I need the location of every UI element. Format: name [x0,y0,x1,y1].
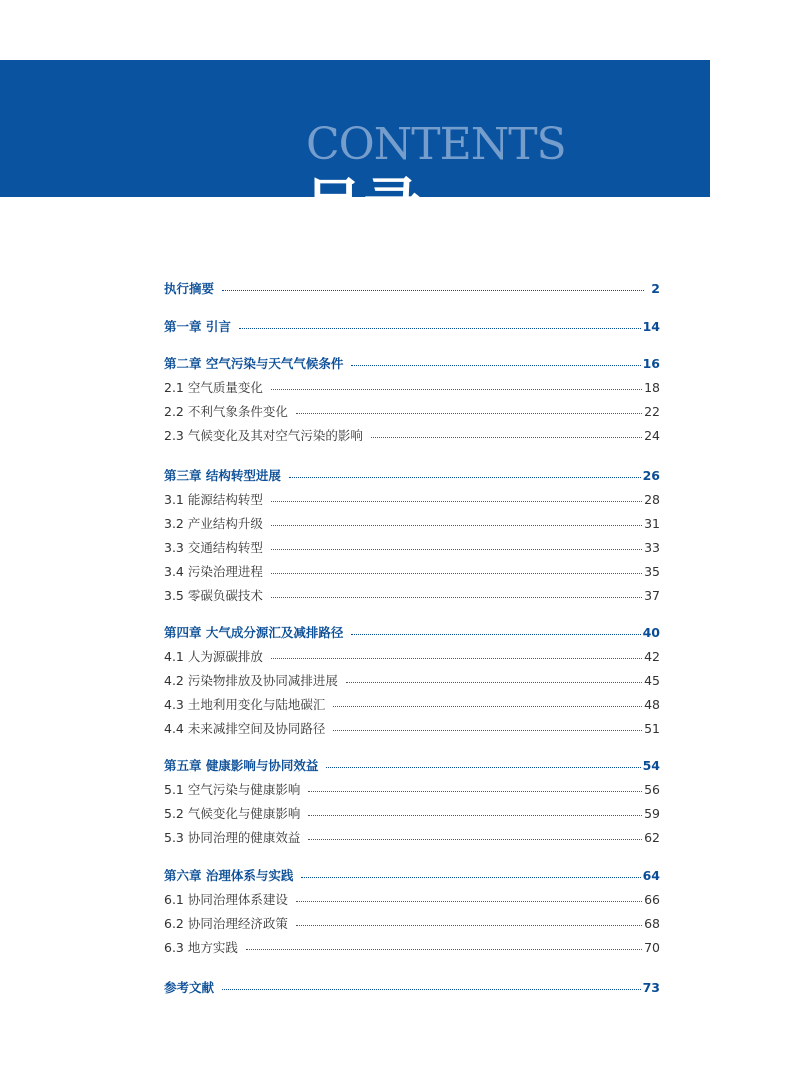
dot-leader [222,989,641,990]
toc-entry-label: 第六章 治理体系与实践 [164,868,294,883]
dot-leader [246,949,642,950]
toc-section-entry[interactable] [164,938,660,956]
toc-section-entry[interactable] [164,538,660,556]
toc-chapter-entry[interactable] [164,354,660,372]
toc-section-entry[interactable] [164,804,660,822]
toc-entry-page-number: 70 [644,939,660,955]
dot-leader [271,549,642,550]
toc-entry-label: 第二章 空气污染与天气气候条件 [164,356,344,371]
dot-leader [308,791,642,792]
toc-entry-label: 第三章 结构转型进展 [164,468,281,483]
toc-chapter-entry[interactable] [164,756,660,774]
toc-entry-page-number: 16 [642,355,660,371]
toc-entry-label: 5.3 协同治理的健康效益 [164,830,301,845]
toc-section-entry[interactable] [164,378,660,396]
toc-chapter-entry[interactable] [164,866,660,884]
toc-entry-label: 3.5 零碳负碳技术 [164,588,263,603]
toc-entry-label: 3.4 污染治理进程 [164,564,263,579]
toc-entry-page-number: 64 [642,867,660,883]
toc-section-entry[interactable] [164,402,660,420]
toc-entry-page-number: 31 [644,515,660,531]
toc-entry-label: 4.3 土地利用变化与陆地碳汇 [164,697,326,712]
dot-leader [222,290,644,291]
toc-section-entry[interactable] [164,490,660,508]
toc-entry-label: 3.1 能源结构转型 [164,492,263,507]
toc-chapter-entry[interactable] [164,623,660,641]
toc-entry-label: 3.2 产业结构升级 [164,516,263,531]
toc-chapter-entry[interactable] [164,466,660,484]
toc-section-entry[interactable] [164,647,660,665]
toc-entry-label: 4.2 污染物排放及协同减排进展 [164,673,338,688]
toc-entry-page-number: 14 [642,318,660,334]
toc-entry-page-number: 18 [644,379,660,395]
toc-entry-page-number: 33 [644,539,660,555]
toc-section-entry[interactable] [164,719,660,737]
dot-leader [289,477,641,478]
toc-entry-page-number: 62 [644,829,660,845]
toc-entry-label: 第一章 引言 [164,319,231,334]
toc-section-entry[interactable] [164,562,660,580]
dot-leader [326,767,640,768]
dot-leader [296,925,642,926]
toc-entry-label: 第四章 大气成分源汇及减排路径 [164,625,344,640]
toc-section-entry[interactable] [164,514,660,532]
toc-entry-page-number: 66 [644,891,660,907]
toc-entry-page-number: 2 [651,280,660,296]
toc-entry-label: 执行摘要 [164,281,215,296]
toc-entry-label: 6.3 地方实践 [164,940,238,955]
header-banner [0,60,710,239]
dot-leader [351,634,640,635]
dot-leader [271,501,642,502]
dot-leader [351,365,640,366]
toc-entry-page-number: 56 [644,781,660,797]
toc-entry-page-number: 24 [644,427,660,443]
dot-leader [296,413,642,414]
toc-entry-label: 6.2 协同治理经济政策 [164,916,288,931]
dot-leader [346,682,642,683]
toc-entry-page-number: 51 [644,720,660,736]
toc-entry-page-number: 73 [642,979,660,995]
dot-leader [308,839,642,840]
dot-leader [333,730,642,731]
toc-entry-page-number: 48 [644,696,660,712]
toc-entry-label: 5.2 气候变化与健康影响 [164,806,301,821]
toc-section-entry[interactable] [164,426,660,444]
toc-section-entry[interactable] [164,671,660,689]
toc-entry-label: 2.3 气候变化及其对空气污染的影响 [164,428,363,443]
toc-chapter-entry[interactable] [164,978,660,996]
toc-section-entry[interactable] [164,890,660,908]
toc-entry-label: 6.1 协同治理体系建设 [164,892,288,907]
toc-entry-label: 5.1 空气污染与健康影响 [164,782,301,797]
toc-entry-label: 2.1 空气质量变化 [164,380,263,395]
toc-chapter-entry[interactable] [164,279,660,297]
toc-entry-label: 参考文献 [164,980,215,995]
toc-entry-label: 3.3 交通结构转型 [164,540,263,555]
toc-entry-page-number: 42 [644,648,660,664]
toc-section-entry[interactable] [164,586,660,604]
dot-leader [371,437,642,438]
toc-entry-page-number: 28 [644,491,660,507]
toc-entry-page-number: 37 [644,587,660,603]
contents-title-en: CONTENTS [306,119,566,170]
dot-leader [271,573,642,574]
toc-entry-page-number: 26 [642,467,660,483]
toc-entry-page-number: 40 [642,624,660,640]
toc-entry-page-number: 22 [644,403,660,419]
dot-leader [271,389,642,390]
dot-leader [301,877,640,878]
toc-section-entry[interactable] [164,780,660,798]
toc-entry-page-number: 68 [644,915,660,931]
toc-entry-label: 第五章 健康影响与协同效益 [164,758,319,773]
toc-section-entry[interactable] [164,914,660,932]
toc-section-entry[interactable] [164,828,660,846]
dot-leader [308,815,642,816]
dot-leader [271,658,642,659]
contents-title-zh: 目录 [304,171,425,239]
dot-leader [239,328,641,329]
toc-section-entry[interactable] [164,695,660,713]
dot-leader [271,597,642,598]
toc-entry-page-number: 45 [644,672,660,688]
dot-leader [296,901,642,902]
toc-entry-page-number: 35 [644,563,660,579]
dot-leader [333,706,642,707]
toc-entry-label: 4.1 人为源碳排放 [164,649,263,664]
toc-entry-page-number: 54 [642,757,660,773]
toc-entry-page-number: 59 [644,805,660,821]
toc-entry-label: 4.4 未来减排空间及协同路径 [164,721,326,736]
toc-entry-label: 2.2 不利气象条件变化 [164,404,288,419]
toc-chapter-entry[interactable] [164,317,660,335]
dot-leader [271,525,642,526]
